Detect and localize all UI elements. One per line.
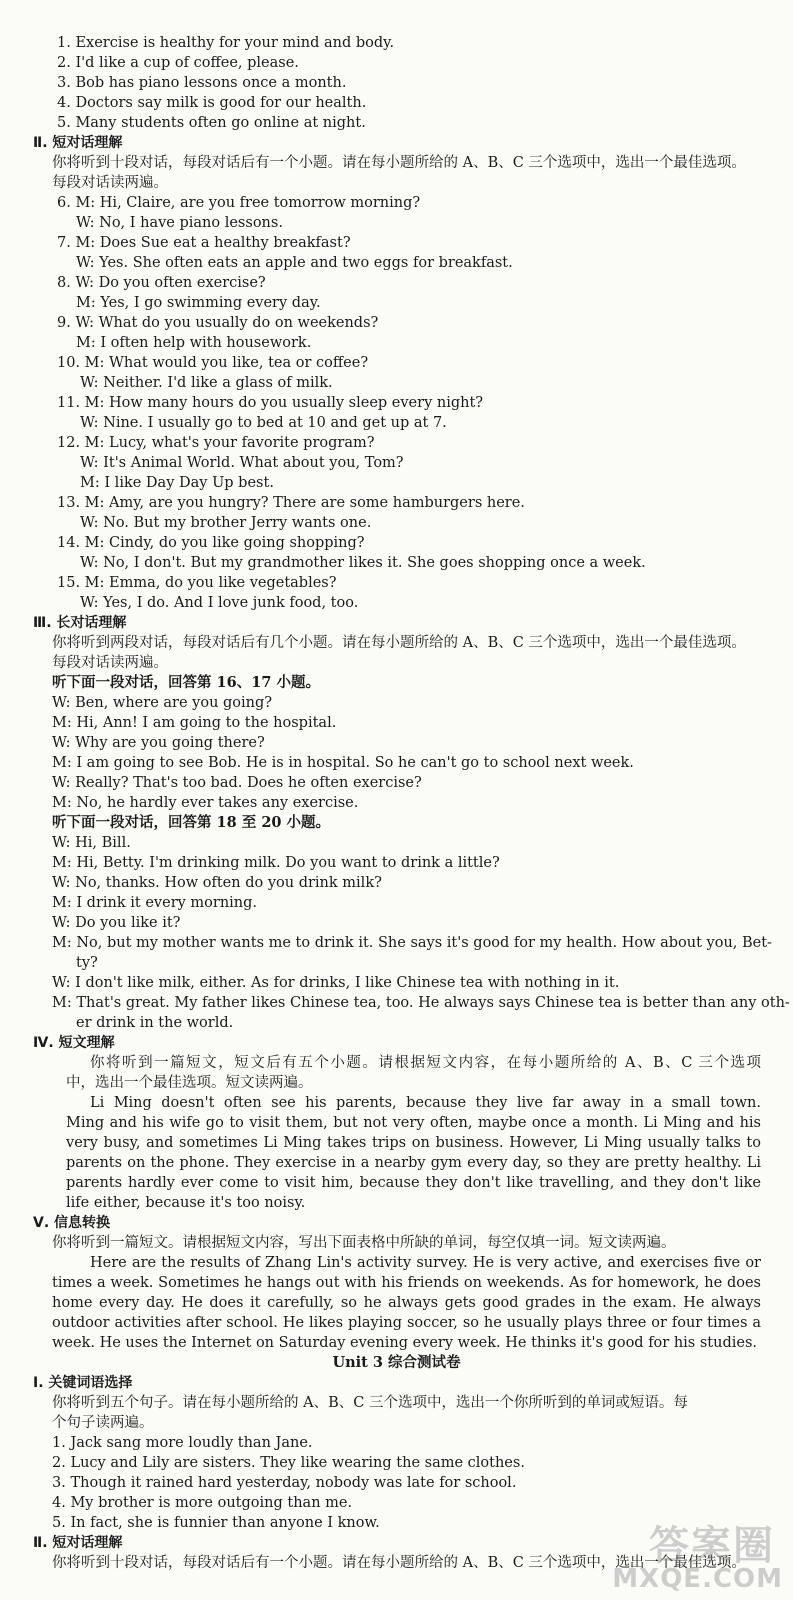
- section-heading: Ⅰ. 关键词语选择: [33, 1375, 133, 1391]
- text-line: M: That's great. My father likes Chinese tea, too. He always says Chinese tea is better than any oth-: [52, 995, 790, 1011]
- text-line: 14. M: Cindy, do you like going shopping?: [57, 535, 365, 551]
- text-line: 5. In fact, she is funnier than anyone I know.: [52, 1515, 380, 1531]
- text-line: 12. M: Lucy, what's your favorite program?: [57, 435, 375, 451]
- text-line: W: It's Animal World. What about you, Tom?: [80, 455, 404, 471]
- text-line: M: Yes, I go swimming every day.: [76, 295, 321, 311]
- text-line: 8. W: Do you often exercise?: [57, 275, 266, 291]
- text-line: 3. Bob has piano lessons once a month.: [57, 75, 347, 91]
- text-line: 13. M: Amy, are you hungry? There are some hamburgers here.: [57, 495, 525, 511]
- text-line: W: No, thanks. How often do you drink milk?: [52, 875, 382, 891]
- text-line: 2. I'd like a cup of coffee, please.: [57, 55, 299, 71]
- text-line: home every day. He does it carefully, so he always gets good grades in the exam. He always: [52, 1295, 761, 1311]
- text-line: 4. My brother is more outgoing than me.: [52, 1495, 353, 1511]
- text-line: er drink in the world.: [76, 1015, 234, 1031]
- text-line: W: Why are you going there?: [52, 735, 265, 751]
- watermark-bottom: MXQE.COM: [612, 1564, 783, 1594]
- text-line: 1. Jack sang more loudly than Jane.: [52, 1435, 313, 1451]
- text-line: W: Yes, I do. And I love junk food, too.: [80, 595, 359, 611]
- text-line: M: No, he hardly ever takes any exercise.: [52, 795, 359, 811]
- text-line: ty?: [76, 955, 98, 971]
- watermark-top: 答案圈: [649, 1523, 775, 1569]
- text-line: 11. M: How many hours do you usually sleep every night?: [57, 395, 484, 411]
- text-line: W: No, I don't. But my grandmother likes it. She goes shopping once a week.: [80, 555, 646, 571]
- text-line: Ming and his wife go to visit them, but not very often, maybe once a month. Li Ming and his: [66, 1115, 761, 1131]
- text-line: 7. M: Does Sue eat a healthy breakfast?: [57, 235, 351, 251]
- text-line: W: Ben, where are you going?: [52, 695, 273, 711]
- section-heading: Ⅴ. 信息转换: [33, 1215, 111, 1231]
- text-line: M: Hi, Betty. I'm drinking milk. Do you want to drink a little?: [52, 855, 500, 871]
- text-line: 你将听到两段对话，每段对话后有几个小题。请在每小题所给的 A、B、C 三个选项中，选出一个最佳选项。: [52, 635, 746, 651]
- text-line: 5. Many students often go online at night.: [57, 115, 366, 131]
- section-heading: Ⅱ. 短对话理解: [33, 135, 123, 151]
- text-line: W: Do you like it?: [52, 915, 181, 931]
- text-line: 听下面一段对话，回答第 18 至 20 小题。: [52, 814, 331, 831]
- text-line: M: I often help with housework.: [76, 335, 312, 351]
- text-line: times a week. Sometimes he hangs out with his friends on weekends. As for homework, he does: [52, 1275, 761, 1291]
- unit-title: Unit 3 综合测试卷: [332, 1354, 461, 1371]
- text-line: 你将听到十段对话，每段对话后有一个小题。请在每小题所给的 A、B、C 三个选项中，选出一个最佳选项。: [52, 1555, 746, 1571]
- text-line: life either, because it's too noisy.: [66, 1195, 306, 1211]
- text-line: Li Ming doesn't often see his parents, because they live far away in a small town.: [90, 1095, 761, 1111]
- section-heading: Ⅳ. 短文理解: [33, 1035, 115, 1051]
- text-line: M: I like Day Day Up best.: [80, 475, 274, 491]
- text-line: 你将听到五个句子。请在每小题所给的 A、B、C 三个选项中，选出一个你所听到的单词或短语。每: [52, 1395, 688, 1411]
- text-line: 听下面一段对话，回答第 16、17 小题。: [52, 674, 320, 691]
- text-line: 3. Though it rained hard yesterday, nobody was late for school.: [52, 1475, 517, 1491]
- text-line: 中，选出一个最佳选项。短文读两遍。: [66, 1075, 313, 1091]
- text-line: Here are the results of Zhang Lin's activity survey. He is very active, and exercises five or: [90, 1255, 761, 1271]
- text-line: week. He uses the Internet on Saturday evening every week. He thinks it's good for his studies.: [52, 1335, 758, 1351]
- text-line: 2. Lucy and Lily are sisters. They like wearing the same clothes.: [52, 1455, 525, 1471]
- text-line: very busy, and sometimes Li Ming takes trips on business. However, Li Ming usually talks to: [66, 1135, 761, 1151]
- text-line: 每段对话读两遍。: [52, 655, 168, 671]
- text-line: 10. M: What would you like, tea or coffee?: [57, 355, 369, 371]
- text-line: 1. Exercise is healthy for your mind and body.: [57, 35, 395, 51]
- text-line: W: Yes. She often eats an apple and two eggs for breakfast.: [76, 255, 513, 271]
- text-line: W: Neither. I'd like a glass of milk.: [80, 375, 333, 391]
- text-line: 4. Doctors say milk is good for our health.: [57, 95, 367, 111]
- text-line: W: Really? That's too bad. Does he often exercise?: [52, 775, 422, 791]
- text-line: W: I don't like milk, either. As for drinks, I like Chinese tea with nothing in it.: [52, 975, 620, 991]
- text-line: 每段对话读两遍。: [52, 175, 168, 191]
- text-line: M: Hi, Ann! I am going to the hospital.: [52, 715, 337, 731]
- text-line: 6. M: Hi, Claire, are you free tomorrow morning?: [57, 195, 421, 211]
- text-line: 你将听到一篇短文，短文后有五个小题。请根据短文内容，在每小题所给的 A、B、C 三个选项: [90, 1055, 761, 1071]
- text-line: 你将听到十段对话，每段对话后有一个小题。请在每小题所给的 A、B、C 三个选项中，选出一个最佳选项。: [52, 155, 746, 171]
- text-line: M: I drink it every morning.: [52, 895, 258, 911]
- section-heading: Ⅱ. 短对话理解: [33, 1535, 123, 1551]
- text-line: W: No, I have piano lessons.: [76, 215, 283, 231]
- watermark: [612, 1514, 785, 1594]
- text-line: W: Hi, Bill.: [52, 835, 131, 851]
- text-line: M: No, but my mother wants me to drink it. She says it's good for my health. How about you, Bet-: [52, 935, 772, 951]
- text-line: parents hardly ever come to visit him, because they don't like travelling, and they don't like: [66, 1175, 761, 1191]
- text-line: W: Nine. I usually go to bed at 10 and get up at 7.: [80, 415, 447, 431]
- text-line: 15. M: Emma, do you like vegetables?: [57, 575, 337, 591]
- text-line: 9. W: What do you usually do on weekends?: [57, 315, 379, 331]
- text-line: W: No. But my brother Jerry wants one.: [80, 515, 372, 531]
- text-line: parents on the phone. They exercise in a nearby gym every day, so they are pretty healthy. Li: [66, 1155, 761, 1171]
- text-line: outdoor activities after school. He likes playing soccer, so he usually plays three or four times a: [52, 1315, 761, 1331]
- text-line: 个句子读两遍。: [52, 1415, 154, 1431]
- section-heading: Ⅲ. 长对话理解: [33, 615, 127, 631]
- text-line: 你将听到一篇短文。请根据短文内容，写出下面表格中所缺的单词，每空仅填一词。短文读两遍。: [52, 1235, 676, 1251]
- text-line: M: I am going to see Bob. He is in hospital. So he can't go to school next week.: [52, 755, 634, 771]
